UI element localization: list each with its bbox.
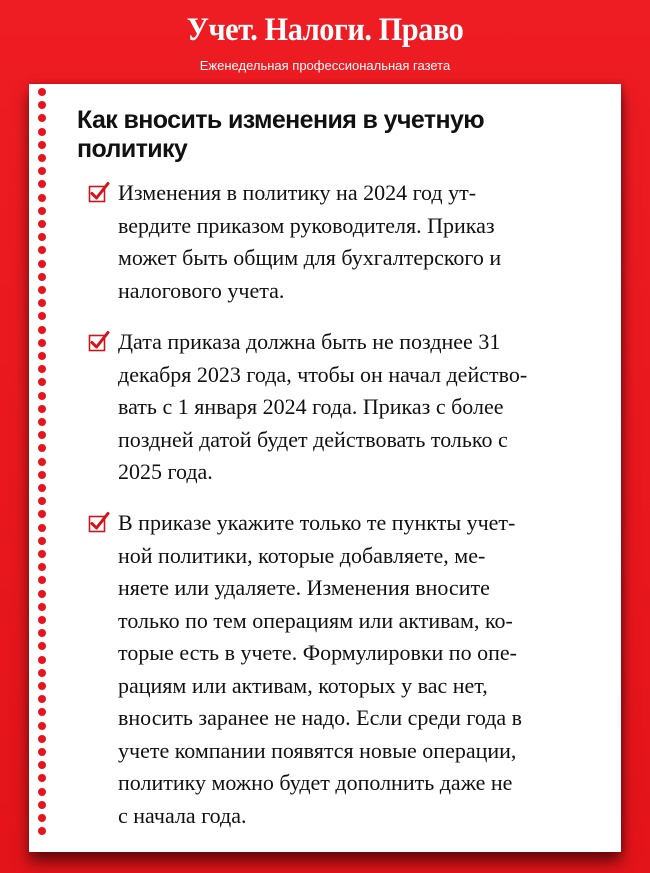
binding-hole xyxy=(38,708,46,716)
text-line: няете или удаляете. Изменения вносите xyxy=(118,575,490,600)
binding-hole xyxy=(38,458,46,466)
binding-hole xyxy=(38,550,46,558)
checkbox-checked-icon xyxy=(88,511,110,533)
text-line: торые есть в учете. Формулировки по опе- xyxy=(118,640,517,665)
binding-hole xyxy=(38,180,46,188)
text-line: вать с 1 января 2024 года. Приказ с более xyxy=(118,394,504,419)
binding-hole xyxy=(38,576,46,584)
binding-hole xyxy=(38,748,46,756)
notepad-binding-holes xyxy=(38,88,48,848)
binding-hole xyxy=(38,299,46,307)
text-line: только по тем операциям или активам, ко- xyxy=(118,607,513,633)
text-line: Дата приказа должна быть не позднее 31 xyxy=(118,329,501,354)
text-line: с начала года. xyxy=(118,802,247,828)
binding-hole xyxy=(38,260,46,268)
text-line: Изменения в политику на 2024 год ут- xyxy=(118,180,477,205)
binding-hole xyxy=(38,642,46,650)
newspaper-title: Учет. Налоги. Право xyxy=(186,12,464,48)
binding-hole xyxy=(38,484,46,492)
newspaper-subtitle: Еженедельная профессиональная газета xyxy=(199,58,451,73)
list-item-text xyxy=(118,326,578,489)
binding-hole xyxy=(38,286,46,294)
binding-hole xyxy=(38,563,46,571)
binding-hole xyxy=(38,722,46,730)
binding-hole xyxy=(38,788,46,796)
binding-hole xyxy=(38,167,46,175)
binding-hole xyxy=(38,141,46,149)
text-line: может быть общим для бухгалтерского и xyxy=(118,245,502,270)
binding-hole xyxy=(38,365,46,373)
binding-hole xyxy=(38,774,46,782)
binding-hole xyxy=(38,220,46,228)
list-item-text xyxy=(118,177,578,307)
binding-hole xyxy=(38,801,46,809)
binding-hole xyxy=(38,603,46,611)
checkbox-checked-icon xyxy=(88,181,110,203)
text-line: вносить заранее не надо. Если среди года в xyxy=(118,705,523,730)
binding-hole xyxy=(38,154,46,162)
binding-hole xyxy=(38,524,46,532)
binding-hole xyxy=(38,431,46,439)
text-line: 2025 года. xyxy=(118,459,213,484)
text-line: рациям или активам, которых у вас нет, xyxy=(118,672,488,698)
text-line: поздней датой будет действовать только с xyxy=(118,426,508,452)
binding-hole xyxy=(38,590,46,598)
binding-hole xyxy=(38,510,46,518)
binding-hole xyxy=(38,378,46,386)
binding-hole xyxy=(38,88,46,96)
text-line: В приказе укажите только те пункты учет- xyxy=(118,510,516,535)
binding-hole xyxy=(38,827,46,835)
binding-hole xyxy=(38,682,46,690)
page-title-line: Как вносить изменения в учетную xyxy=(77,106,485,134)
text-line: вердите приказом руководителя. Приказ xyxy=(118,212,495,238)
binding-hole xyxy=(38,233,46,241)
binding-hole xyxy=(38,444,46,452)
binding-hole xyxy=(38,761,46,769)
text-line: учете компании появятся новые операции, xyxy=(118,737,517,763)
page-title xyxy=(77,106,597,164)
binding-hole xyxy=(38,339,46,347)
binding-hole xyxy=(38,128,46,136)
binding-hole xyxy=(38,352,46,360)
text-line: политику можно будет дополнить даже не xyxy=(118,770,513,795)
binding-hole xyxy=(38,629,46,637)
binding-hole xyxy=(38,207,46,215)
text-line: декабря 2023 года, чтобы он начал действо- xyxy=(118,361,528,387)
binding-hole xyxy=(38,669,46,677)
binding-hole xyxy=(38,273,46,281)
list-item-text xyxy=(118,507,578,832)
binding-hole xyxy=(38,735,46,743)
binding-hole xyxy=(38,312,46,320)
binding-hole xyxy=(38,246,46,254)
binding-hole xyxy=(38,497,46,505)
binding-hole xyxy=(38,418,46,426)
binding-hole xyxy=(38,392,46,400)
text-line: налогового учета. xyxy=(118,277,285,303)
binding-hole xyxy=(38,695,46,703)
binding-hole xyxy=(38,471,46,479)
binding-hole xyxy=(38,114,46,122)
binding-hole xyxy=(38,101,46,109)
text-line: ной политики, которые добавляете, ме- xyxy=(118,542,486,568)
binding-hole xyxy=(38,405,46,413)
binding-hole xyxy=(38,616,46,624)
page-title-line: политику xyxy=(77,135,188,163)
binding-hole xyxy=(38,814,46,822)
binding-hole xyxy=(38,537,46,545)
binding-hole xyxy=(38,326,46,334)
binding-hole xyxy=(38,194,46,202)
checkbox-checked-icon xyxy=(88,330,110,352)
binding-hole xyxy=(38,656,46,664)
